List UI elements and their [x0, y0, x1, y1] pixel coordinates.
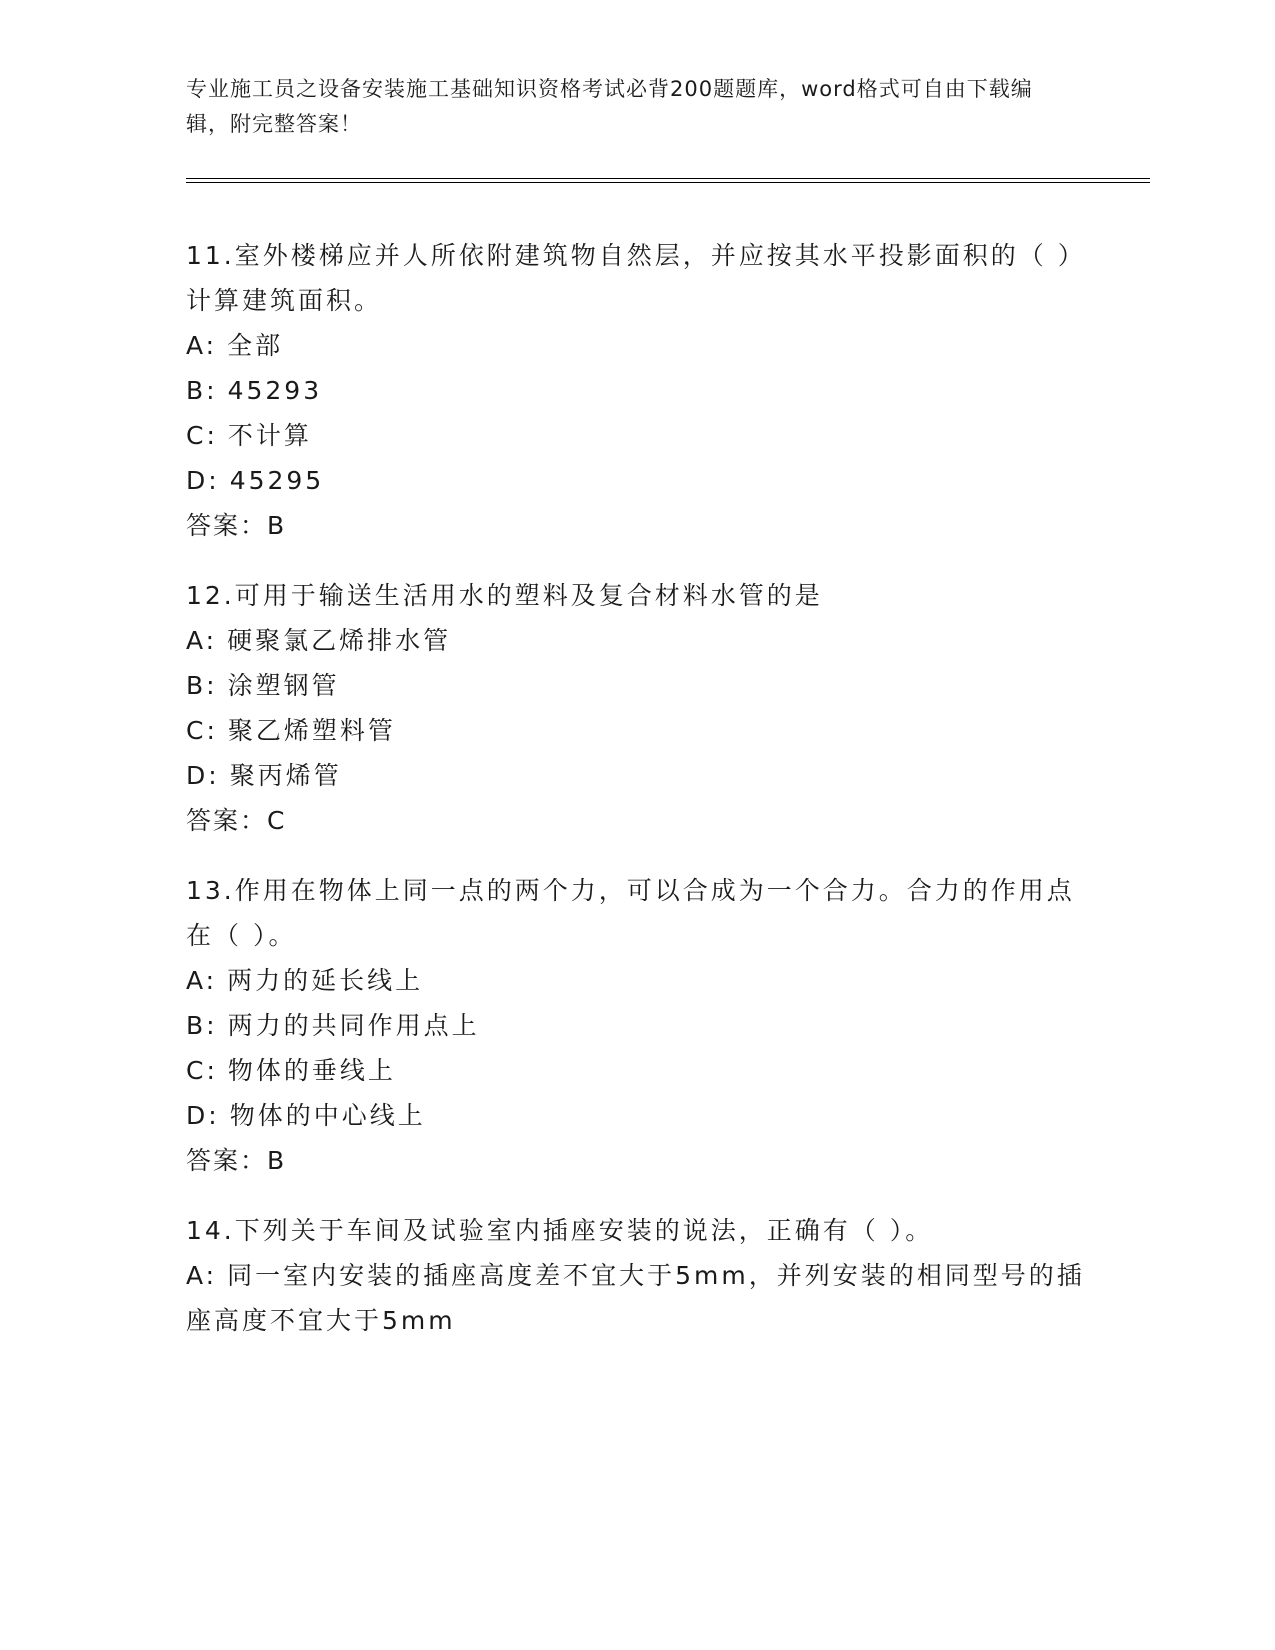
- question-11: [186, 233, 1086, 548]
- option-text: 两力的延长线上: [227, 966, 424, 995]
- option-text: 全部: [227, 331, 284, 360]
- option-text: 不计算: [227, 421, 312, 450]
- answer-value: B: [267, 1146, 288, 1175]
- option-text: 两力的共同作用点上: [227, 1011, 480, 1040]
- option-b: [186, 368, 1086, 413]
- option-letter: C:: [186, 421, 218, 450]
- option-letter: A:: [186, 626, 218, 655]
- answer-value: B: [267, 511, 288, 540]
- option-c: [186, 413, 1086, 458]
- option-letter: A:: [186, 966, 218, 995]
- option-d: [186, 1093, 1086, 1138]
- option-c: [186, 708, 1086, 753]
- question-14: [186, 1208, 1086, 1343]
- option-a: [186, 958, 1086, 1003]
- answer-line: [186, 1138, 1086, 1183]
- question-text: 14.下列关于车间及试验室内插座安装的说法，正确有（ ）。: [186, 1216, 934, 1245]
- option-letter: A:: [186, 331, 218, 360]
- question-12: [186, 573, 1086, 843]
- option-letter: D:: [186, 1101, 220, 1130]
- option-letter: B:: [186, 376, 218, 405]
- option-d: [186, 753, 1086, 798]
- answer-label: 答案：: [186, 806, 268, 835]
- option-letter: D:: [186, 466, 220, 495]
- header-divider-bottom: [186, 182, 1150, 183]
- option-letter: A:: [186, 1261, 218, 1290]
- option-d: [186, 458, 1086, 503]
- header-divider-top: [186, 178, 1150, 179]
- option-text: 聚丙烯管: [229, 761, 342, 790]
- option-text: 涂塑钢管: [227, 671, 340, 700]
- option-letter: D:: [186, 761, 220, 790]
- option-a: [186, 618, 1086, 663]
- option-text: 聚乙烯塑料管: [227, 716, 396, 745]
- option-c: [186, 1048, 1086, 1093]
- document-title: 专业施工员之设备安装施工基础知识资格考试必背200题题库，word格式可自由下载编辑，附完整答案！: [186, 77, 1033, 136]
- question-list: [186, 233, 1086, 1368]
- answer-line: [186, 798, 1086, 843]
- option-text: 物体的中心线上: [229, 1101, 426, 1130]
- option-b: [186, 663, 1086, 708]
- option-letter: B:: [186, 671, 218, 700]
- question-text: 11.室外楼梯应并人所依附建筑物自然层，并应按其水平投影面积的（ ）计算建筑面积。: [186, 241, 1086, 315]
- option-letter: C:: [186, 716, 218, 745]
- answer-line: [186, 503, 1086, 548]
- answer-label: 答案：: [186, 1146, 268, 1175]
- answer-value: C: [267, 806, 288, 835]
- option-text: 物体的垂线上: [227, 1056, 396, 1085]
- option-text: 同一室内安装的插座高度差不宜大于5mm，并列安装的相同型号的插座高度不宜大于5mm: [186, 1261, 1085, 1335]
- answer-label: 答案：: [186, 511, 268, 540]
- option-letter: C:: [186, 1056, 218, 1085]
- option-letter: B:: [186, 1011, 218, 1040]
- question-text: 13.作用在物体上同一点的两个力，可以合成为一个合力。合力的作用点在（ ）。: [186, 876, 1075, 950]
- option-a: [186, 323, 1086, 368]
- question-13: [186, 868, 1086, 1183]
- option-text: 硬聚氯乙烯排水管: [227, 626, 452, 655]
- option-text: 45295: [229, 466, 325, 495]
- option-a: [186, 1253, 1086, 1343]
- option-b: [186, 1003, 1086, 1048]
- question-text: 12.可用于输送生活用水的塑料及复合材料水管的是: [186, 581, 823, 610]
- option-text: 45293: [227, 376, 323, 405]
- document-header: [186, 72, 1066, 142]
